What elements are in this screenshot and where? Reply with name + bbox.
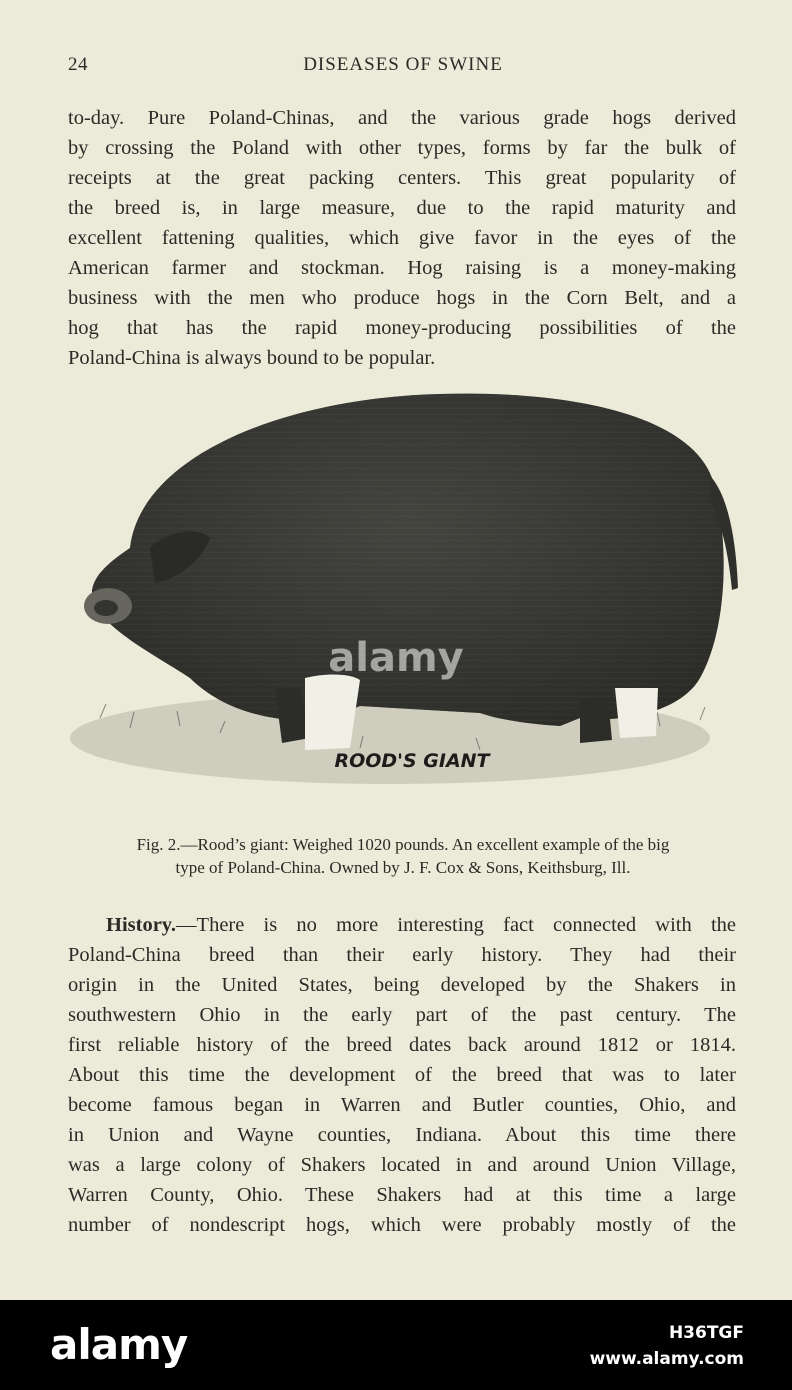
running-head	[68, 54, 738, 80]
brand-logo[interactable]: alamy	[50, 1320, 188, 1369]
hog-leg	[580, 698, 612, 743]
caption-line: Fig. 2.—Rood’s giant: Weighed 1020 pounds. An excellent example of the big	[136, 835, 670, 854]
text-line: was a large colony of Shakers located in and around Union Village,	[68, 1154, 736, 1176]
text-line: become famous began in Warren and Butler counties, Ohio, and	[68, 1094, 736, 1116]
text-line	[68, 910, 736, 940]
text-line: the breed is, in large measure, due to the rapid maturity and	[68, 197, 736, 219]
text-line: excellent fattening qualities, which give favor in the eyes of the	[68, 227, 736, 249]
text-line: Poland-China breed than their early history. They had their	[68, 944, 736, 966]
text-line: to-day. Pure Poland-Chinas, and the various grade hogs derived	[68, 107, 736, 129]
text-line: business with the men who produce hogs in the Corn Belt, and a	[68, 287, 736, 309]
text-line: receipts at the great packing centers. This great popularity of	[68, 167, 736, 189]
text-line: Poland-China is always bound to be popular.	[68, 347, 436, 369]
site-url[interactable]: www.alamy.com	[589, 1349, 744, 1369]
heading-line-text: —There is no more interesting fact connected with the	[176, 914, 736, 936]
text-line: About this time the development of the breed that was to later	[68, 1064, 736, 1086]
text-line: origin in the United States, being developed by the Shakers in	[68, 974, 736, 996]
text-line: number of nondescript hogs, which were probably mostly of the	[68, 1214, 736, 1236]
image-id: H36TGF	[668, 1323, 744, 1343]
hog-drawing	[60, 388, 744, 820]
watermark-text: alamy	[328, 635, 464, 681]
text-line: by crossing the Poland with other types, forms by far the bulk of	[68, 137, 736, 159]
text-line: American farmer and stockman. Hog raising is a money-making	[68, 257, 736, 279]
caption-line: type of Poland-China. Owned by J. F. Cox & Sons, Keithsburg, Ill.	[175, 858, 631, 877]
page-number: 24	[68, 54, 88, 75]
text-line: in Union and Wayne counties, Indiana. About this time there	[68, 1124, 736, 1146]
paragraph-history	[68, 910, 736, 1240]
book-title: DISEASES OF SWINE	[303, 54, 503, 75]
text-line: hog that has the rapid money-producing possibilities of the	[68, 317, 736, 339]
paragraph-intro	[68, 103, 736, 373]
plate-label: ROOD'S GIANT	[334, 750, 490, 772]
image-id-block	[590, 1320, 744, 1372]
section-heading: History.	[106, 914, 177, 936]
text-line: southwestern Ohio in the early part of the past century. The	[68, 1004, 736, 1026]
text-line: Warren County, Ohio. These Shakers had at this time a large	[68, 1184, 736, 1206]
text-line: first reliable history of the breed dates back around 1812 or 1814.	[68, 1034, 736, 1056]
stock-footer-bar	[0, 1300, 792, 1390]
hog-leg-white	[615, 688, 658, 738]
figure-caption	[68, 833, 738, 879]
hog-illustration	[60, 388, 744, 820]
